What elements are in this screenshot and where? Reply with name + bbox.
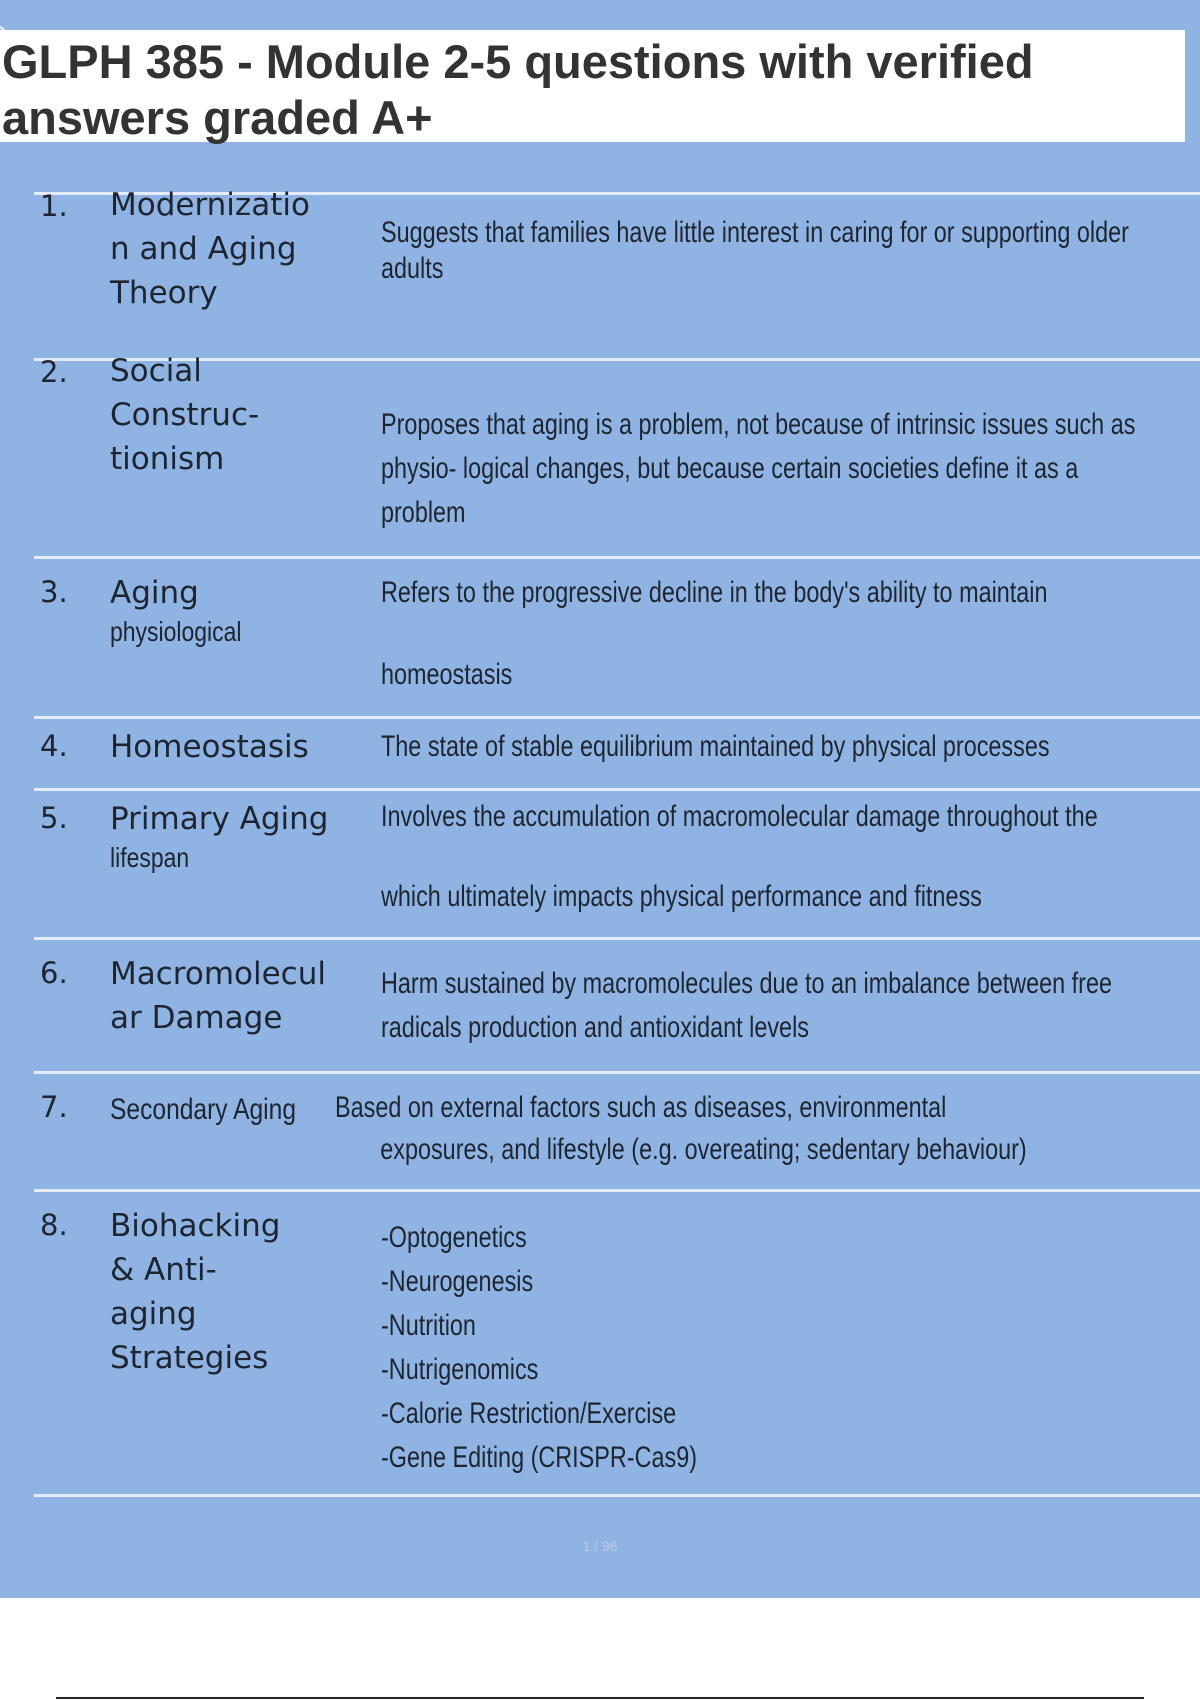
row-number: 5. bbox=[40, 801, 68, 835]
flashcard-row-6 bbox=[34, 937, 1200, 1071]
row-term: Biohacking & Anti- aging Strategies bbox=[110, 1208, 281, 1376]
flashcard-row-5 bbox=[34, 788, 1200, 937]
row-number: 8. bbox=[40, 1208, 68, 1242]
row-term: Macromolecul ar Damage bbox=[110, 956, 326, 1036]
flashcard-row-2 bbox=[34, 353, 1200, 556]
flashcard-row-4 bbox=[34, 716, 1200, 788]
document-title: GLPH 385 - Module 2-5 questions with verified answers graded A+ bbox=[2, 35, 1034, 144]
row-number: 3. bbox=[40, 575, 68, 609]
flashcard-list bbox=[34, 187, 1200, 1497]
flashcard-row-8 bbox=[34, 1189, 1200, 1497]
row-term: Secondary Aging bbox=[110, 1093, 297, 1126]
row-definition: Harm sustained by macromolecules due to an imbalance between free radicals production and antioxidant levels bbox=[381, 967, 1112, 1044]
flashcard-row-1 bbox=[34, 187, 1200, 358]
row-definition: Proposes that aging is a problem, not because of intrinsic issues such as physio- logical changes, but because certain societies define it as a problem bbox=[381, 408, 1136, 529]
flashcard-row-7 bbox=[34, 1071, 1200, 1189]
row-definition: Based on external factors such as diseases, environmental exposures, and lifestyle (e.g. overeating; sedentary behaviour) bbox=[335, 1091, 1027, 1166]
row-number: 2. bbox=[40, 355, 68, 389]
page-number: 1 / 96 bbox=[582, 1538, 618, 1554]
row-term: Homeostasis bbox=[110, 729, 309, 765]
row-term: Primary Aging lifespan bbox=[110, 801, 329, 873]
row-definition: Involves the accumulation of macromolecular damage throughout the which ultimately impacts physical performance and fitness bbox=[381, 800, 1098, 913]
title-box bbox=[0, 30, 1185, 142]
row-term: Aging physiological bbox=[110, 575, 242, 647]
row-term: Social Construc- tionism bbox=[110, 353, 260, 477]
bottom-divider bbox=[56, 1697, 1144, 1699]
row-term: Modernizatio n and Aging Theory bbox=[110, 187, 310, 311]
row-definition: Suggests that families have little interest in caring for or supporting older adults bbox=[381, 216, 1129, 285]
row-number: 1. bbox=[40, 189, 68, 223]
row-definition: The state of stable equilibrium maintained by physical processes bbox=[381, 730, 1050, 763]
row-definition: -Optogenetics -Neurogenesis -Nutrition -Nutrigenomics -Calorie Restriction/Exercise -Gene Editing (CRISPR-Cas9) bbox=[381, 1221, 698, 1474]
row-number: 4. bbox=[40, 729, 68, 763]
row-number: 6. bbox=[40, 956, 68, 990]
flashcard-row-3 bbox=[34, 556, 1200, 716]
row-number: 7. bbox=[40, 1090, 68, 1124]
row-definition: Refers to the progressive decline in the body's ability to maintain homeostasis bbox=[381, 576, 1048, 691]
